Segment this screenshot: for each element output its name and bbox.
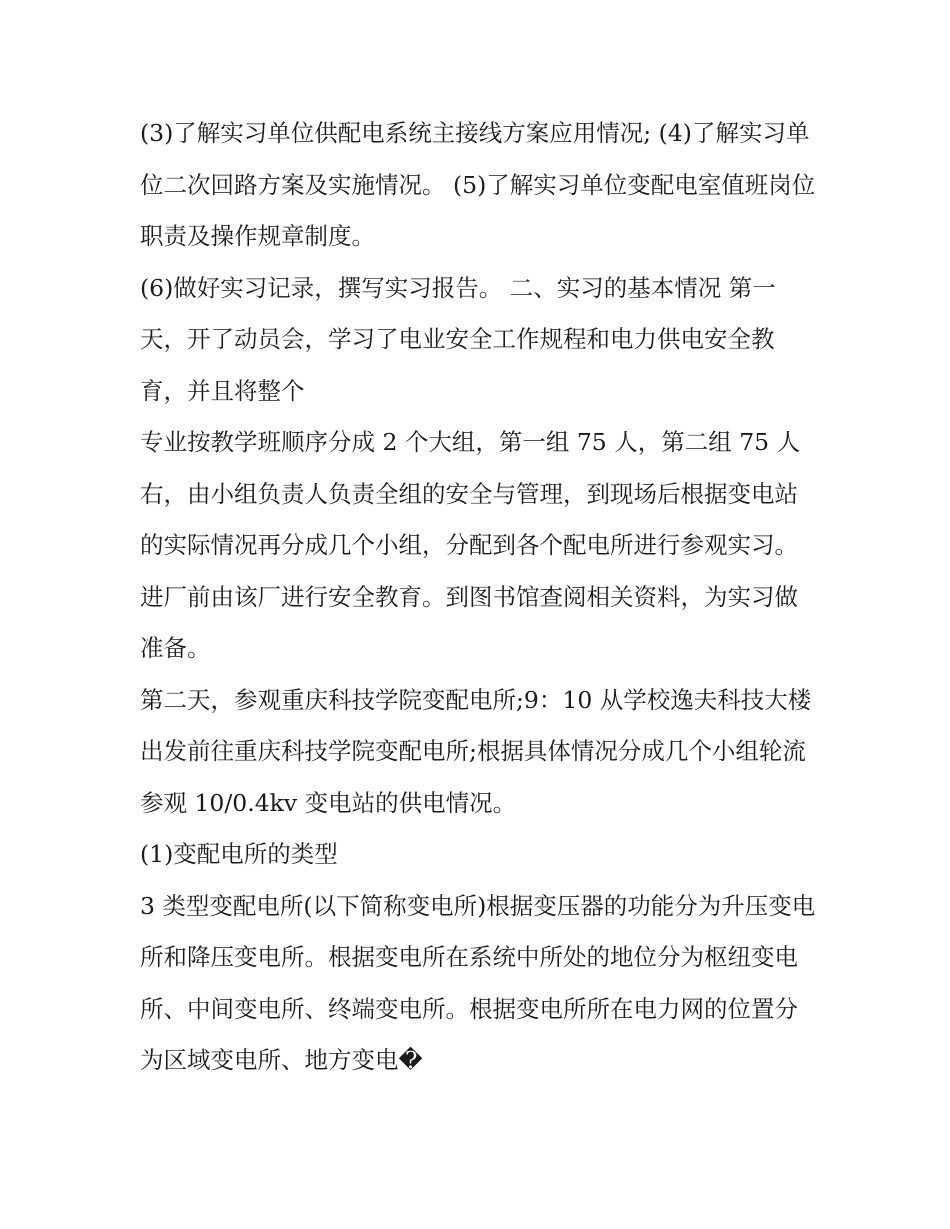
paragraph-substation-types: 3 类型变配电所(以下简称变电所)根据变压器的功能分为升压变电所和降压变电所。根据变电所在系统中所处的地位分为枢纽变电所、中间变电所、终端变电所。根据变电所所在电力网的位置分为区域变电所、地方变电� [140,891,816,1074]
document-body [140,108,820,1087]
paragraph-objective-6-day-one: (6)做好实习记录，撰写实习报告。 二、实习的基本情况 第一天，开了动员会，学习了电业安全工作规程和电力供电安全教育，并且将整个 [140,273,776,405]
paragraph-objectives-3-5: (3)了解实习单位供配电系统主接线方案应用情况; (4)了解实习单位二次回路方案及实施情况。 (5)了解实习单位变配电室值班岗位职责及操作规章制度。 [140,119,816,250]
paragraph-substation-types-heading: (1)变配电所的类型 [140,840,338,868]
paragraph-group-division: 专业按教学班顺序分成 2 个大组，第一组 75 人，第二组 75 人右，由小组负责人负责全组的安全与管理，到现场后根据变电站的实际情况再分成几个小组，分配到各个配电所进行参观实习。进厂前由该厂进行安全教育。到图书馆查阅相关资料，为实习做准备。 [140,428,801,662]
paragraph-day-two: 第二天，参观重庆科技学院变配电所;9：10 从学校逸夫科技大楼出发前往重庆科技学院变配电所;根据具体情况分成几个小组轮流参观 10/0.4kv 变电站的供电情况。 [140,685,812,817]
